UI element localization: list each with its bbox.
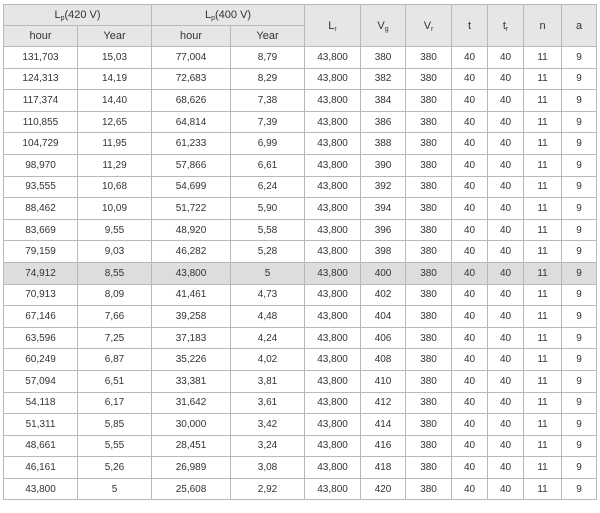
cell-year-420v: 5,85 — [78, 414, 152, 436]
table-row — [4, 262, 597, 284]
cell-n: 11 — [524, 176, 562, 198]
cell-tr: 40 — [488, 68, 524, 90]
cell-year-420v: 15,03 — [78, 47, 152, 69]
lifetime-table-container — [3, 4, 596, 500]
cell-hour-420v: 131,703 — [4, 47, 78, 69]
cell-n: 11 — [524, 111, 562, 133]
cell-hour-400v: 28,451 — [152, 435, 231, 457]
cell-lr: 43,800 — [305, 478, 361, 500]
cell-n: 11 — [524, 219, 562, 241]
cell-vr: 380 — [406, 349, 452, 371]
cell-vg: 394 — [361, 198, 406, 220]
cell-vg: 408 — [361, 349, 406, 371]
cell-year-420v: 6,17 — [78, 392, 152, 414]
cell-year-420v: 9,03 — [78, 241, 152, 263]
cell-a: 9 — [562, 176, 597, 198]
cell-year-400v: 8,79 — [231, 47, 305, 69]
header-lr: $L_r$ — [305, 5, 361, 47]
cell-lr: 43,800 — [305, 154, 361, 176]
cell-year-400v: 3,61 — [231, 392, 305, 414]
cell-year-420v: 10,09 — [78, 198, 152, 220]
cell-hour-400v: 39,258 — [152, 306, 231, 328]
table-row — [4, 478, 597, 500]
cell-vr: 380 — [406, 154, 452, 176]
cell-n: 11 — [524, 457, 562, 479]
cell-year-420v: 5,26 — [78, 457, 152, 479]
cell-hour-400v: 64,814 — [152, 111, 231, 133]
cell-t: 40 — [452, 457, 488, 479]
cell-lr: 43,800 — [305, 176, 361, 198]
header-year-420v: Year — [78, 26, 152, 47]
cell-tr: 40 — [488, 414, 524, 436]
cell-vr: 380 — [406, 198, 452, 220]
cell-year-420v: 7,66 — [78, 306, 152, 328]
cell-t: 40 — [452, 478, 488, 500]
cell-lr: 43,800 — [305, 198, 361, 220]
cell-a: 9 — [562, 414, 597, 436]
cell-n: 11 — [524, 370, 562, 392]
cell-hour-400v: 57,866 — [152, 154, 231, 176]
table-row — [4, 370, 597, 392]
cell-vr: 380 — [406, 327, 452, 349]
header-lp-400v: $L_p(400$ V) — [152, 5, 305, 26]
cell-hour-420v: 98,970 — [4, 154, 78, 176]
cell-hour-400v: 77,004 — [152, 47, 231, 69]
header-vg: $V_g$ — [361, 5, 406, 47]
cell-tr: 40 — [488, 111, 524, 133]
cell-year-400v: 7,39 — [231, 111, 305, 133]
cell-vg: 386 — [361, 111, 406, 133]
cell-year-420v: 10,68 — [78, 176, 152, 198]
cell-lr: 43,800 — [305, 392, 361, 414]
cell-t: 40 — [452, 241, 488, 263]
table-row — [4, 133, 597, 155]
cell-t: 40 — [452, 68, 488, 90]
cell-year-420v: 9,55 — [78, 219, 152, 241]
header-year-400v: Year — [231, 26, 305, 47]
cell-a: 9 — [562, 435, 597, 457]
cell-n: 11 — [524, 284, 562, 306]
cell-hour-420v: 110,855 — [4, 111, 78, 133]
cell-lr: 43,800 — [305, 435, 361, 457]
table-row — [4, 414, 597, 436]
cell-year-400v: 5 — [231, 262, 305, 284]
cell-year-420v: 11,29 — [78, 154, 152, 176]
cell-year-400v: 3,24 — [231, 435, 305, 457]
cell-lr: 43,800 — [305, 262, 361, 284]
cell-year-400v: 4,48 — [231, 306, 305, 328]
cell-t: 40 — [452, 284, 488, 306]
cell-hour-420v: 48,661 — [4, 435, 78, 457]
cell-year-400v: 6,24 — [231, 176, 305, 198]
table-row — [4, 198, 597, 220]
cell-a: 9 — [562, 478, 597, 500]
cell-hour-420v: 93,555 — [4, 176, 78, 198]
cell-year-420v: 5,55 — [78, 435, 152, 457]
cell-n: 11 — [524, 90, 562, 112]
cell-year-400v: 8,29 — [231, 68, 305, 90]
cell-hour-420v: 88,462 — [4, 198, 78, 220]
table-row — [4, 47, 597, 69]
cell-vr: 380 — [406, 90, 452, 112]
cell-vg: 402 — [361, 284, 406, 306]
cell-t: 40 — [452, 219, 488, 241]
cell-n: 11 — [524, 241, 562, 263]
cell-tr: 40 — [488, 133, 524, 155]
cell-n: 11 — [524, 68, 562, 90]
cell-vg: 380 — [361, 47, 406, 69]
cell-year-420v: 6,87 — [78, 349, 152, 371]
cell-vg: 414 — [361, 414, 406, 436]
cell-tr: 40 — [488, 306, 524, 328]
cell-hour-420v: 79,159 — [4, 241, 78, 263]
cell-hour-400v: 61,233 — [152, 133, 231, 155]
cell-vr: 380 — [406, 111, 452, 133]
cell-tr: 40 — [488, 392, 524, 414]
cell-hour-400v: 54,699 — [152, 176, 231, 198]
cell-vr: 380 — [406, 176, 452, 198]
table-row — [4, 219, 597, 241]
header-n: n — [524, 5, 562, 47]
cell-vr: 380 — [406, 457, 452, 479]
cell-t: 40 — [452, 133, 488, 155]
cell-lr: 43,800 — [305, 349, 361, 371]
cell-a: 9 — [562, 241, 597, 263]
cell-year-400v: 3,81 — [231, 370, 305, 392]
cell-vg: 412 — [361, 392, 406, 414]
cell-vr: 380 — [406, 262, 452, 284]
cell-lr: 43,800 — [305, 111, 361, 133]
cell-year-420v: 8,55 — [78, 262, 152, 284]
table-header — [4, 5, 597, 47]
cell-hour-400v: 48,920 — [152, 219, 231, 241]
cell-vg: 398 — [361, 241, 406, 263]
table-row — [4, 392, 597, 414]
table-row — [4, 435, 597, 457]
cell-tr: 40 — [488, 327, 524, 349]
cell-hour-420v: 63,596 — [4, 327, 78, 349]
cell-vr: 380 — [406, 133, 452, 155]
cell-lr: 43,800 — [305, 284, 361, 306]
cell-a: 9 — [562, 457, 597, 479]
cell-lr: 43,800 — [305, 133, 361, 155]
cell-t: 40 — [452, 435, 488, 457]
table-row — [4, 90, 597, 112]
cell-vr: 380 — [406, 370, 452, 392]
cell-hour-420v: 43,800 — [4, 478, 78, 500]
cell-n: 11 — [524, 306, 562, 328]
cell-year-420v: 7,25 — [78, 327, 152, 349]
cell-vr: 380 — [406, 306, 452, 328]
cell-tr: 40 — [488, 219, 524, 241]
cell-lr: 43,800 — [305, 68, 361, 90]
cell-n: 11 — [524, 262, 562, 284]
table-row — [4, 327, 597, 349]
cell-hour-420v: 60,249 — [4, 349, 78, 371]
table-body — [4, 47, 597, 500]
cell-hour-400v: 68,626 — [152, 90, 231, 112]
cell-a: 9 — [562, 284, 597, 306]
cell-a: 9 — [562, 262, 597, 284]
cell-lr: 43,800 — [305, 90, 361, 112]
cell-vr: 380 — [406, 435, 452, 457]
cell-year-420v: 14,40 — [78, 90, 152, 112]
cell-vg: 406 — [361, 327, 406, 349]
cell-vr: 380 — [406, 47, 452, 69]
cell-vr: 380 — [406, 392, 452, 414]
cell-t: 40 — [452, 176, 488, 198]
cell-n: 11 — [524, 478, 562, 500]
cell-t: 40 — [452, 111, 488, 133]
cell-year-400v: 4,73 — [231, 284, 305, 306]
cell-hour-420v: 124,313 — [4, 68, 78, 90]
cell-lr: 43,800 — [305, 327, 361, 349]
cell-a: 9 — [562, 133, 597, 155]
cell-t: 40 — [452, 198, 488, 220]
cell-hour-420v: 74,912 — [4, 262, 78, 284]
cell-a: 9 — [562, 154, 597, 176]
cell-vg: 404 — [361, 306, 406, 328]
cell-tr: 40 — [488, 435, 524, 457]
cell-hour-420v: 117,374 — [4, 90, 78, 112]
cell-tr: 40 — [488, 370, 524, 392]
cell-t: 40 — [452, 262, 488, 284]
cell-vr: 380 — [406, 414, 452, 436]
cell-vg: 384 — [361, 90, 406, 112]
cell-a: 9 — [562, 327, 597, 349]
cell-tr: 40 — [488, 284, 524, 306]
cell-year-400v: 5,28 — [231, 241, 305, 263]
cell-vr: 380 — [406, 241, 452, 263]
cell-t: 40 — [452, 327, 488, 349]
cell-hour-400v: 72,683 — [152, 68, 231, 90]
cell-n: 11 — [524, 392, 562, 414]
cell-tr: 40 — [488, 349, 524, 371]
cell-a: 9 — [562, 111, 597, 133]
cell-hour-400v: 46,282 — [152, 241, 231, 263]
cell-tr: 40 — [488, 90, 524, 112]
cell-year-400v: 6,61 — [231, 154, 305, 176]
cell-year-420v: 6,51 — [78, 370, 152, 392]
cell-year-400v: 4,24 — [231, 327, 305, 349]
cell-n: 11 — [524, 435, 562, 457]
cell-hour-420v: 104,729 — [4, 133, 78, 155]
table-row — [4, 349, 597, 371]
cell-vg: 410 — [361, 370, 406, 392]
cell-year-420v: 14,19 — [78, 68, 152, 90]
cell-a: 9 — [562, 349, 597, 371]
cell-lr: 43,800 — [305, 219, 361, 241]
cell-vg: 392 — [361, 176, 406, 198]
cell-vg: 418 — [361, 457, 406, 479]
cell-tr: 40 — [488, 47, 524, 69]
cell-t: 40 — [452, 370, 488, 392]
cell-t: 40 — [452, 90, 488, 112]
cell-year-420v: 12,65 — [78, 111, 152, 133]
cell-t: 40 — [452, 306, 488, 328]
cell-year-420v: 8,09 — [78, 284, 152, 306]
cell-n: 11 — [524, 349, 562, 371]
cell-vg: 382 — [361, 68, 406, 90]
cell-hour-420v: 46,161 — [4, 457, 78, 479]
cell-hour-400v: 37,183 — [152, 327, 231, 349]
cell-hour-420v: 51,311 — [4, 414, 78, 436]
cell-tr: 40 — [488, 198, 524, 220]
cell-year-420v: 5 — [78, 478, 152, 500]
cell-lr: 43,800 — [305, 47, 361, 69]
cell-year-400v: 4,02 — [231, 349, 305, 371]
cell-tr: 40 — [488, 457, 524, 479]
header-tr: $t_r$ — [488, 5, 524, 47]
table-row — [4, 241, 597, 263]
cell-year-400v: 3,08 — [231, 457, 305, 479]
cell-hour-400v: 31,642 — [152, 392, 231, 414]
cell-tr: 40 — [488, 241, 524, 263]
cell-n: 11 — [524, 198, 562, 220]
cell-lr: 43,800 — [305, 414, 361, 436]
cell-t: 40 — [452, 392, 488, 414]
cell-hour-420v: 54,118 — [4, 392, 78, 414]
cell-tr: 40 — [488, 262, 524, 284]
cell-vg: 396 — [361, 219, 406, 241]
cell-hour-400v: 51,722 — [152, 198, 231, 220]
cell-a: 9 — [562, 392, 597, 414]
table-row — [4, 111, 597, 133]
cell-hour-400v: 43,800 — [152, 262, 231, 284]
cell-year-400v: 7,38 — [231, 90, 305, 112]
header-hour-400v: hour — [152, 26, 231, 47]
cell-hour-400v: 26,989 — [152, 457, 231, 479]
cell-vr: 380 — [406, 284, 452, 306]
cell-vg: 400 — [361, 262, 406, 284]
cell-year-400v: 5,58 — [231, 219, 305, 241]
cell-year-400v: 2,92 — [231, 478, 305, 500]
cell-hour-420v: 70,913 — [4, 284, 78, 306]
cell-hour-420v: 67,146 — [4, 306, 78, 328]
cell-a: 9 — [562, 68, 597, 90]
cell-n: 11 — [524, 154, 562, 176]
table-row — [4, 154, 597, 176]
cell-n: 11 — [524, 47, 562, 69]
cell-a: 9 — [562, 370, 597, 392]
cell-year-400v: 6,99 — [231, 133, 305, 155]
cell-lr: 43,800 — [305, 306, 361, 328]
cell-hour-400v: 33,381 — [152, 370, 231, 392]
lifetime-table — [3, 4, 597, 500]
cell-vr: 380 — [406, 478, 452, 500]
table-row — [4, 457, 597, 479]
cell-lr: 43,800 — [305, 241, 361, 263]
cell-tr: 40 — [488, 154, 524, 176]
table-row — [4, 68, 597, 90]
cell-hour-400v: 41,461 — [152, 284, 231, 306]
cell-tr: 40 — [488, 176, 524, 198]
cell-hour-400v: 25,608 — [152, 478, 231, 500]
header-hour-420v: hour — [4, 26, 78, 47]
cell-a: 9 — [562, 90, 597, 112]
cell-t: 40 — [452, 349, 488, 371]
cell-n: 11 — [524, 133, 562, 155]
cell-vr: 380 — [406, 219, 452, 241]
table-row — [4, 306, 597, 328]
cell-a: 9 — [562, 306, 597, 328]
cell-n: 11 — [524, 327, 562, 349]
cell-lr: 43,800 — [305, 370, 361, 392]
cell-vr: 380 — [406, 68, 452, 90]
header-t: t — [452, 5, 488, 47]
cell-hour-420v: 57,094 — [4, 370, 78, 392]
header-vr: $V_r$ — [406, 5, 452, 47]
cell-a: 9 — [562, 47, 597, 69]
header-a: a — [562, 5, 597, 47]
cell-n: 11 — [524, 414, 562, 436]
cell-vg: 416 — [361, 435, 406, 457]
cell-t: 40 — [452, 414, 488, 436]
cell-hour-400v: 30,000 — [152, 414, 231, 436]
cell-tr: 40 — [488, 478, 524, 500]
cell-a: 9 — [562, 198, 597, 220]
cell-vg: 390 — [361, 154, 406, 176]
header-lp-420v: $L_p(420$ V) — [4, 5, 152, 26]
cell-year-400v: 5,90 — [231, 198, 305, 220]
cell-year-400v: 3,42 — [231, 414, 305, 436]
cell-t: 40 — [452, 154, 488, 176]
cell-t: 40 — [452, 47, 488, 69]
cell-a: 9 — [562, 219, 597, 241]
cell-hour-400v: 35,226 — [152, 349, 231, 371]
cell-vg: 388 — [361, 133, 406, 155]
cell-year-420v: 11,95 — [78, 133, 152, 155]
cell-hour-420v: 83,669 — [4, 219, 78, 241]
cell-vg: 420 — [361, 478, 406, 500]
cell-lr: 43,800 — [305, 457, 361, 479]
table-row — [4, 176, 597, 198]
table-row — [4, 284, 597, 306]
